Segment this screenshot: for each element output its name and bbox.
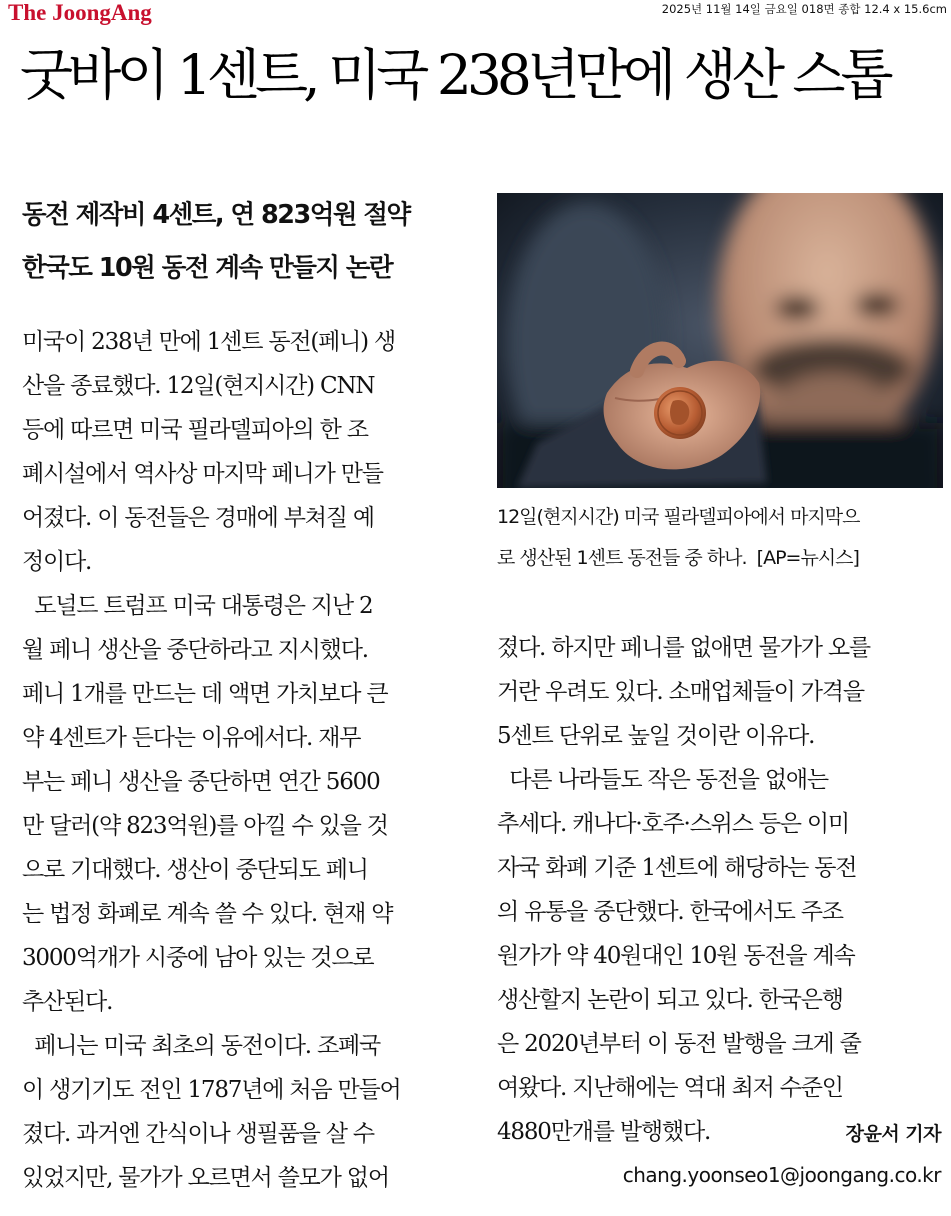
- body-line: 3000억개가 시중에 남아 있는 것으로: [22, 945, 374, 971]
- body-line: 자국 화폐 기준 1센트에 해당하는 동전: [497, 855, 857, 881]
- masthead-logo: The JoongAng: [8, 0, 152, 25]
- photo-caption-line: 로 생산된 1센트 동전들 중 하나. [AP=뉴시스]: [497, 547, 859, 569]
- body-line: 있었지만, 물가가 오르면서 쓸모가 없어: [22, 1165, 389, 1191]
- byline: 장윤서 기자: [845, 1123, 941, 1145]
- body-line: 도널드 트럼프 미국 대통령은 지난 2: [22, 593, 373, 619]
- body-line: 은 2020년부터 이 동전 발행을 크게 줄: [497, 1031, 861, 1057]
- body-line: 다른 나라들도 작은 동전을 없애는: [497, 767, 828, 793]
- body-line: 의 유통을 중단했다. 한국에서도 주조: [497, 899, 843, 925]
- body-line: 월 페니 생산을 중단하라고 지시했다.: [22, 637, 368, 663]
- headline: 굿바이 1센트, 미국 238년만에 생산 스톱: [20, 43, 889, 107]
- body-line: 정이다.: [22, 549, 92, 575]
- body-line: 페니는 미국 최초의 동전이다. 조폐국: [22, 1033, 381, 1059]
- body-line: 원가가 약 40원대인 10원 동전을 계속: [497, 943, 855, 969]
- body-line: 으로 기대했다. 생산이 중단되도 페니: [22, 857, 368, 883]
- subhead-2: 한국도 10원 동전 계속 만들지 논란: [22, 253, 393, 283]
- body-line: 5센트 단위로 높일 것이란 이유다.: [497, 723, 815, 749]
- body-line: 미국이 238년 만에 1센트 동전(페니) 생: [22, 329, 396, 355]
- penny-photo-illustration: [497, 193, 943, 488]
- body-line: 만 달러(약 823억원)를 아낄 수 있을 것: [22, 813, 388, 839]
- body-line: 이 생기기도 전인 1787년에 처음 만들어: [22, 1077, 401, 1103]
- body-line: 는 법정 화폐로 계속 쓸 수 있다. 현재 약: [22, 901, 393, 927]
- body-line: 페니 1개를 만드는 데 액면 가치보다 큰: [22, 681, 388, 707]
- body-line: 여왔다. 지난해에는 역대 최저 수준인: [497, 1075, 843, 1101]
- photo-caption-line: 12일(현지시간) 미국 필라델피아에서 마지막으: [497, 506, 860, 528]
- body-line: 부는 페니 생산을 중단하면 연간 5600: [22, 769, 380, 795]
- body-line: 4880만개를 발행했다.: [497, 1119, 711, 1145]
- body-line: 졌다. 과거엔 간식이나 생필품을 살 수: [22, 1121, 374, 1147]
- news-photo: [497, 193, 943, 488]
- reporter-email-link[interactable]: chang.yoonseo1@joongang.co.kr: [622, 1163, 941, 1187]
- body-line: 생산할지 논란이 되고 있다. 한국은행: [497, 987, 843, 1013]
- subhead-1: 동전 제작비 4센트, 연 823억원 절약: [22, 200, 410, 230]
- body-line: 산을 종료했다. 12일(현지시간) CNN: [22, 373, 375, 399]
- body-line: 추산된다.: [22, 989, 113, 1015]
- body-line: 등에 따르면 미국 필라델피아의 한 조: [22, 417, 368, 443]
- body-line: 거란 우려도 있다. 소매업체들이 가격을: [497, 679, 864, 705]
- body-line: 졌다. 하지만 페니를 없애면 물가가 오를: [497, 635, 870, 661]
- body-line: 약 4센트가 든다는 이유에서다. 재무: [22, 725, 361, 751]
- masthead-info: 2025년 11월 14일 금요일 018면 종합 12.4 x 15.6cm: [661, 2, 947, 16]
- body-line: 폐시설에서 역사상 마지막 페니가 만들: [22, 461, 383, 487]
- body-line: 어졌다. 이 동전들은 경매에 부쳐질 예: [22, 505, 374, 531]
- body-line: 추세다. 캐나다·호주·스위스 등은 이미: [497, 811, 849, 837]
